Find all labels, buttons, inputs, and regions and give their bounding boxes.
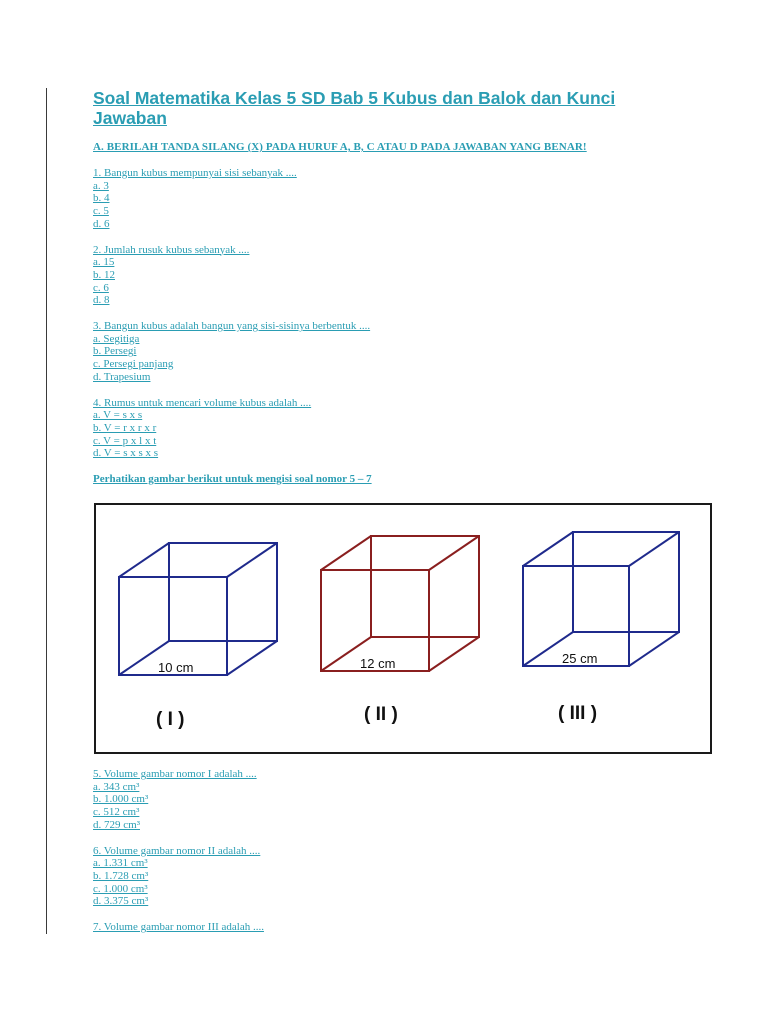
option-b[interactable]: b. V = r x r x r bbox=[93, 421, 157, 434]
question-5 bbox=[93, 768, 653, 832]
option-c[interactable]: c. 512 cm³ bbox=[93, 806, 140, 819]
article-content-continued bbox=[93, 768, 653, 934]
option-c[interactable]: c. 6 bbox=[93, 281, 109, 294]
option-c[interactable]: c. 5 bbox=[93, 205, 109, 218]
figure-note[interactable]: Perhatikan gambar berikut untuk mengisi soal nomor 5 – 7 bbox=[93, 473, 372, 486]
option-d[interactable]: d. V = s x s x s bbox=[93, 447, 159, 460]
option-a[interactable]: a. Segitiga bbox=[93, 332, 140, 345]
question-4 bbox=[93, 397, 653, 461]
option-c[interactable]: c. 1.000 cm³ bbox=[93, 882, 148, 895]
question-7 bbox=[93, 921, 653, 934]
cube-1-roman-label: ( I ) bbox=[156, 709, 185, 730]
option-a[interactable]: a. 343 cm³ bbox=[93, 780, 140, 793]
option-b[interactable]: b. 1.728 cm³ bbox=[93, 869, 149, 882]
option-d[interactable]: d. 8 bbox=[93, 294, 110, 307]
question-3 bbox=[93, 320, 653, 384]
article-content bbox=[93, 88, 653, 486]
page-title[interactable]: Soal Matematika Kelas 5 SD Bab 5 Kubus dan Balok dan Kunci Jawaban bbox=[93, 88, 616, 128]
option-a[interactable]: a. 15 bbox=[93, 256, 115, 269]
question-text[interactable]: 4. Rumus untuk mencari volume kubus adalah .... bbox=[93, 396, 312, 409]
cube-1-drawing bbox=[119, 543, 277, 675]
question-text[interactable]: 6. Volume gambar nomor II adalah .... bbox=[93, 844, 261, 857]
option-b[interactable]: b. 1.000 cm³ bbox=[93, 793, 149, 806]
instruction-text[interactable]: A. BERILAH TANDA SILANG (X) PADA HURUF A, B, C ATAU D PADA JAWABAN YANG BENAR! bbox=[93, 141, 587, 153]
option-b[interactable]: b. 12 bbox=[93, 268, 115, 281]
cube-1-edge-label: 10 cm bbox=[158, 660, 194, 675]
question-2 bbox=[93, 244, 653, 308]
option-b[interactable]: b. Persegi bbox=[93, 345, 137, 358]
question-text[interactable]: 3. Bangun kubus adalah bangun yang sisi-sisinya berbentuk .... bbox=[93, 320, 371, 333]
option-c[interactable]: c. Persegi panjang bbox=[93, 358, 174, 371]
option-a[interactable]: a. 3 bbox=[93, 179, 109, 192]
option-a[interactable]: a. 1.331 cm³ bbox=[93, 857, 148, 870]
option-d[interactable]: d. Trapesium bbox=[93, 370, 151, 383]
cube-figure-svg bbox=[96, 505, 710, 752]
cube-2-drawing bbox=[321, 536, 479, 671]
cube-3-drawing bbox=[523, 532, 679, 666]
question-text[interactable]: 7. Volume gambar nomor III adalah .... bbox=[93, 921, 264, 934]
option-b[interactable]: b. 4 bbox=[93, 192, 110, 205]
option-a[interactable]: a. V = s x s bbox=[93, 409, 143, 422]
question-text[interactable]: 1. Bangun kubus mempunyai sisi sebanyak .... bbox=[93, 167, 297, 179]
cube-3-edge-label: 25 cm bbox=[562, 651, 598, 666]
cube-2-roman-label: ( II ) bbox=[364, 704, 398, 725]
question-6 bbox=[93, 845, 653, 909]
question-1 bbox=[93, 167, 653, 231]
question-text[interactable]: 5. Volume gambar nomor I adalah .... bbox=[93, 768, 257, 780]
cube-2-edge-label: 12 cm bbox=[360, 656, 396, 671]
cube-figure bbox=[94, 503, 712, 754]
left-margin-rule bbox=[46, 88, 47, 934]
option-c[interactable]: c. V = p x l x t bbox=[93, 434, 157, 447]
option-d[interactable]: d. 6 bbox=[93, 217, 110, 230]
option-d[interactable]: d. 3.375 cm³ bbox=[93, 895, 149, 908]
question-text[interactable]: 2. Jumlah rusuk kubus sebanyak .... bbox=[93, 243, 250, 256]
option-d[interactable]: d. 729 cm³ bbox=[93, 818, 140, 831]
cube-3-roman-label: ( III ) bbox=[558, 703, 598, 724]
